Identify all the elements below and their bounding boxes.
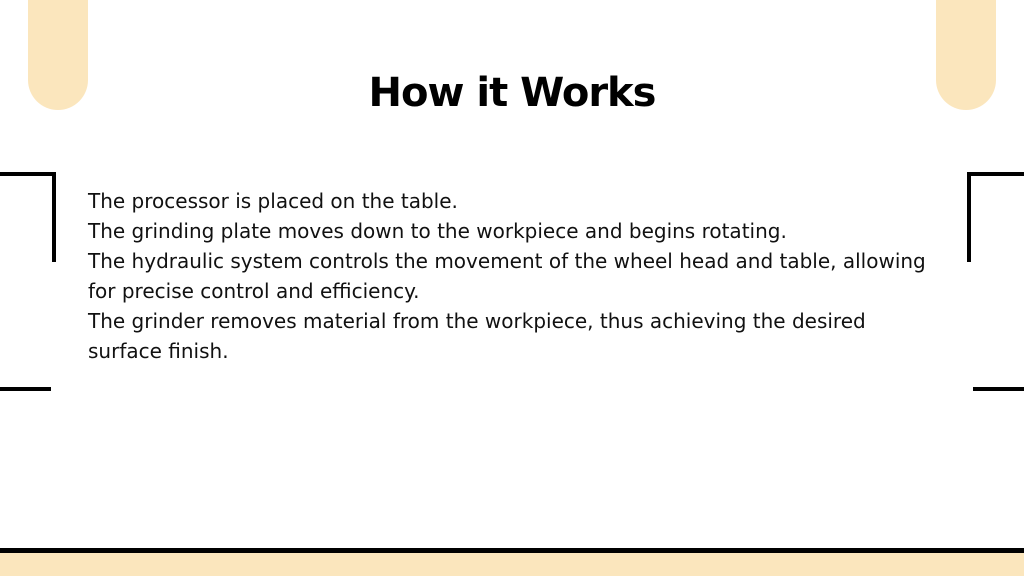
- right-bracket-vertical: [967, 172, 971, 262]
- body-text: [88, 186, 938, 366]
- right-bracket-bottom: [973, 387, 1024, 391]
- paragraph-3: The hydraulic system controls the movement of the wheel head and table, allowing for precise control and efficiency.: [88, 249, 926, 303]
- paragraph-2: The grinding plate moves down to the workpiece and begins rotating.: [88, 219, 787, 243]
- right-bracket-top: [967, 172, 1024, 176]
- left-bracket-bottom: [0, 387, 51, 391]
- slide-title: How it Works: [368, 70, 656, 116]
- left-bracket-vertical: [52, 172, 56, 262]
- paragraph-1: The processor is placed on the table.: [88, 189, 458, 213]
- bottom-band: [0, 553, 1024, 576]
- left-bracket-top: [0, 172, 56, 176]
- paragraph-4: The grinder removes material from the workpiece, thus achieving the desired surface finish.: [88, 309, 866, 363]
